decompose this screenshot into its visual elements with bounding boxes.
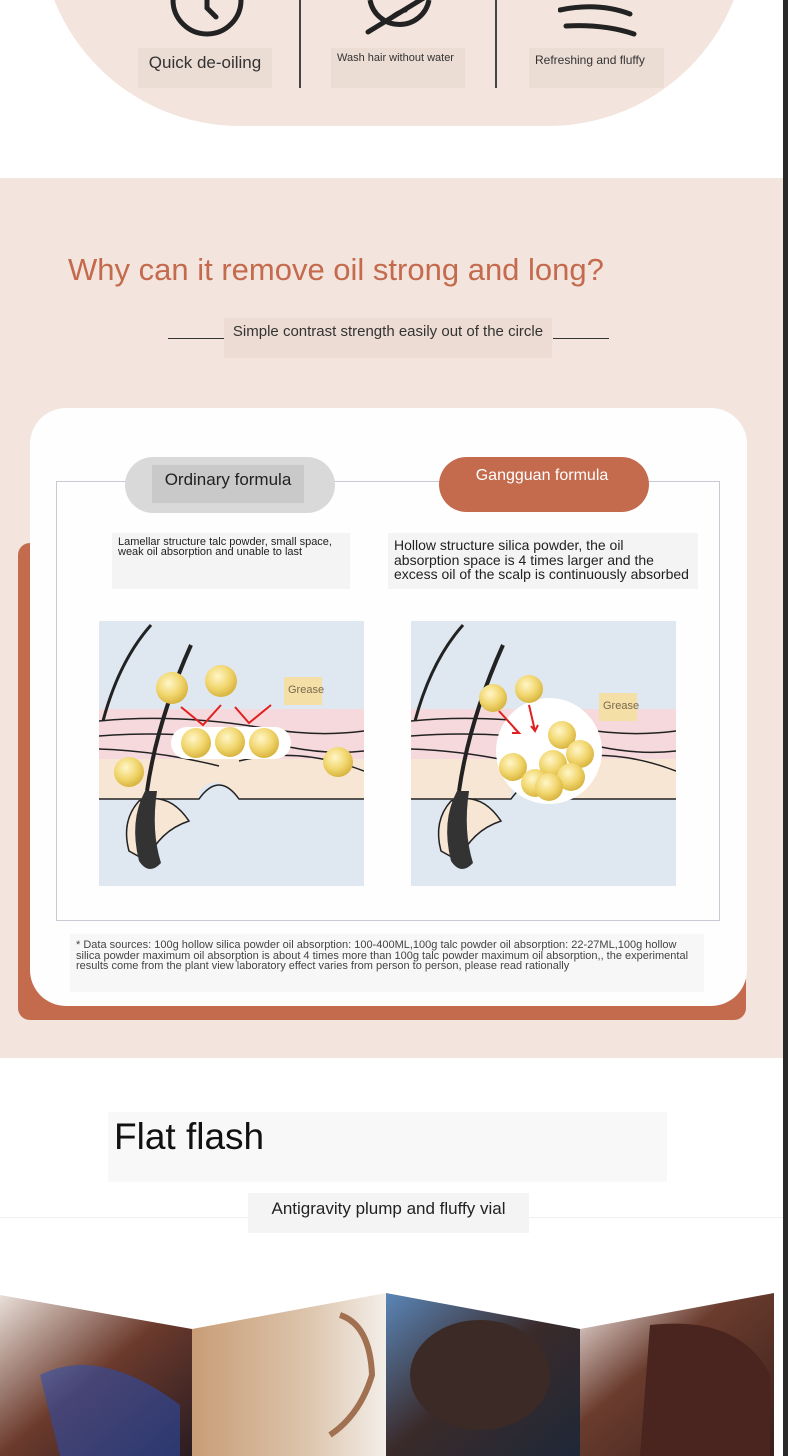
flat-flash-title: Flat flash [114,1116,265,1157]
ordinary-scalp-illustration [99,621,364,886]
why-subtitle: Simple contrast strength easily out of the circle [224,318,552,358]
stopwatch-icon [170,0,244,40]
photo-panel [192,1293,386,1456]
ordinary-formula-label: Ordinary formula [152,465,304,503]
gangguan-grease-label: Grease [603,700,640,712]
subtitle-rule-left [168,338,224,339]
feature-label-refreshing-fluffy: Refreshing and fluffy [529,48,664,88]
page-edge [783,0,788,1456]
gangguan-formula-label: Gangguan formula [475,467,609,484]
feature-divider [495,0,497,88]
hair-strands-icon [558,0,640,40]
feature-divider [299,0,301,88]
hair-photos-strip [0,1285,788,1456]
gangguan-scalp-illustration [411,621,676,886]
flat-flash-subtitle: Antigravity plump and fluffy vial [248,1193,529,1233]
ordinary-grease-label: Grease [288,684,325,696]
ordinary-formula-description: Lamellar structure talc powder, small space, weak oil absorption and unable to last [112,533,350,589]
feature-label-quick-deoiling: Quick de-oiling [138,48,272,88]
no-water-icon [365,0,435,38]
subtitle-rule-right [553,338,609,339]
gangguan-formula-description: Hollow structure silica powder, the oil absorption space is 4 times larger and the excess oil of the scalp is continuously absorbed [388,533,698,589]
why-title: Why can it remove oil strong and long? [68,252,604,287]
data-source-note: * Data sources: 100g hollow silica powder oil absorption: 100-400ML,100g talc powder oil absorption: 22-27ML,100g hollow silica powder maximum oil absorption is about 4 times more than 100g talc powder maximum oil absorption,, the experimental results come from the plant view laboratory effect varies from person to person, please read rationally [70,934,704,992]
feature-label-wash-without-water: Wash hair without water [331,48,465,88]
